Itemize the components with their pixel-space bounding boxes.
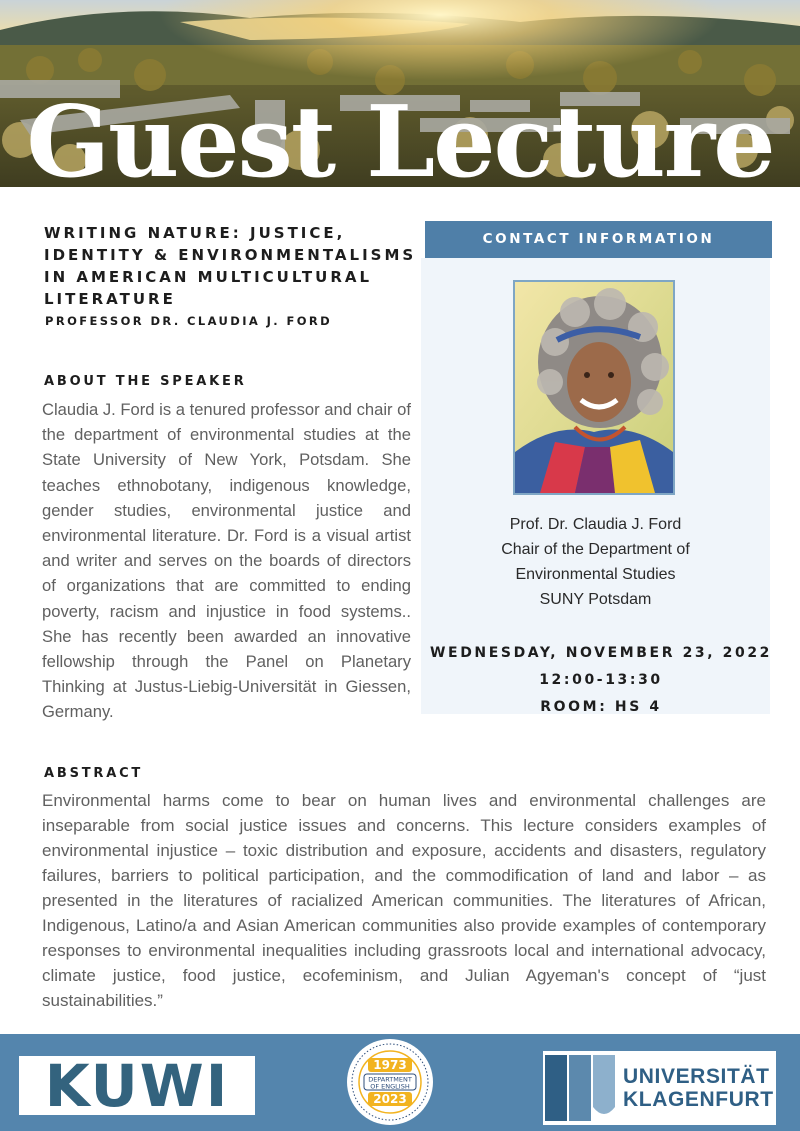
event-details (421, 640, 781, 721)
kuwi-logo (19, 1052, 255, 1120)
university-emblem-icon (543, 1051, 623, 1125)
about-text: Claudia J. Ford is a tenured professor and chair of the department of environmental studies at the State University of New York, Potsdam. She teaches ethnobotany, indigenous knowledge, gender studies, environmental justice and environmental literature. Dr. Ford is a visual artist and writer and serves on the boards of directors of organizations that are committed to ending poverty, racism and injustice in food systems.. She has recently been awarded an innovative fellowship through the Panel on Planetary Thinking at Justus-Liebig-Universität in Giessen, Germany. (42, 400, 411, 722)
contact-name: Prof. Dr. Claudia J. Ford (509, 516, 682, 533)
university-name-line-2: KLAGENFURT (623, 1088, 774, 1111)
event-room: ROOM: HS 4 (540, 699, 662, 715)
event-date: WEDNESDAY, NOVEMBER 23, 2022 (429, 645, 773, 661)
university-logo (543, 1051, 776, 1125)
contact-institution: SUNY Potsdam (539, 591, 652, 608)
abstract-heading: ABSTRACT (44, 766, 144, 781)
lecture-title: WRITING NATURE: JUSTICE, IDENTITY & ENVIRONMENTALISMS IN AMERICAN MULTICULTURAL LITERATURE (44, 224, 417, 308)
contact-details (421, 512, 770, 612)
seal-line-1: DEPARTMENT (368, 1075, 412, 1084)
department-of-english-seal (346, 1038, 434, 1126)
contact-role: Chair of the Department of (501, 541, 690, 558)
seal-year-end: 2023 (373, 1092, 407, 1106)
abstract-text: Environmental harms come to bear on human lives and environmental challenges are inseparable from social justice issues and concerns. This lecture considers examples of environmental injustice – toxic distribution and exposure, accidents and disasters, regulatory failures, barriers to political participation, and the commodification of land and labor – as presented in the literatures of racialized American communities. The literatures of African, Indigenous, Latino/a and Asian American communities also provide examples of contemporary responses to environmental inequalities including grassroots local and international advocacy, climate justice, food justice, ecofeminism, and Julian Agyeman's concept of “just sustainabilities.” (42, 791, 766, 1010)
page-title: Guest Lecture (26, 85, 774, 187)
contact-department: Environmental Studies (515, 566, 676, 583)
speaker-name: PROFESSOR DR. CLAUDIA J. FORD (45, 314, 333, 328)
seal-line-2: OF ENGLISH (370, 1082, 410, 1091)
university-name-line-1: UNIVERSITÄT (623, 1065, 770, 1088)
hero-banner (0, 0, 800, 187)
kuwi-logo-text: KUWI (44, 1052, 230, 1120)
speaker-portrait (513, 280, 675, 495)
contact-heading: CONTACT INFORMATION (425, 221, 772, 258)
about-heading: ABOUT THE SPEAKER (44, 374, 247, 389)
seal-year-start: 1973 (373, 1058, 407, 1072)
event-time: 12:00-13:30 (539, 672, 663, 688)
